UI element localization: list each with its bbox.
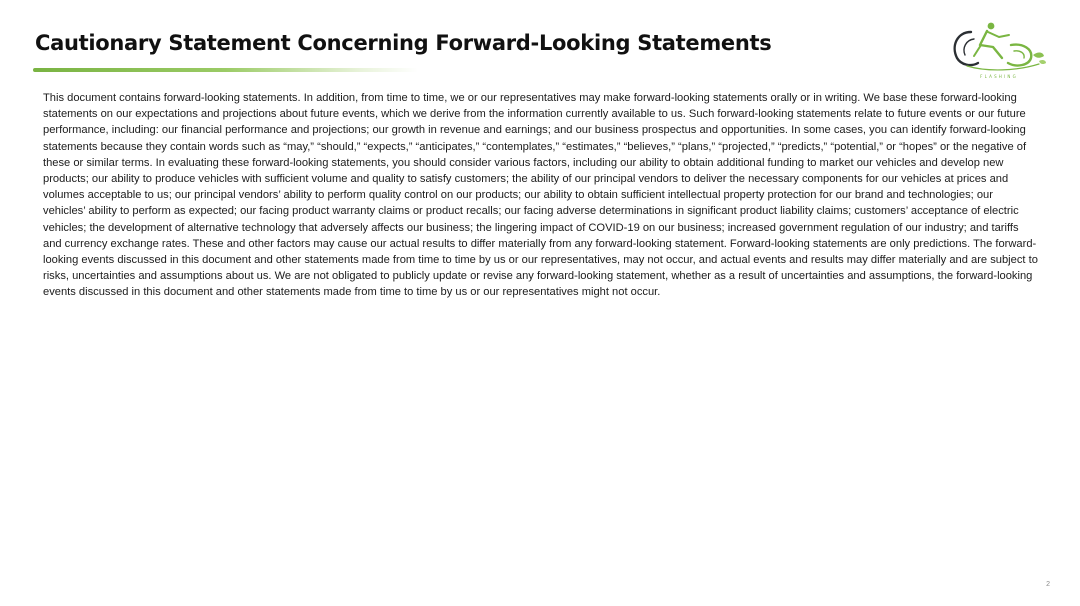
- logo-wordmark: FLASHING: [980, 74, 1018, 79]
- page-number: 2: [1046, 581, 1050, 588]
- bicycle-rider-logo-icon: [947, 18, 1052, 80]
- title-underline-divider: [33, 68, 418, 72]
- disclaimer-paragraph: This document contains forward-looking statements. In addition, from time to time, we or our representatives may make forward-looking statements orally or in writing. We base these forward-looking statements on our expectations and projections about future events, which we derive from the information currently available to us. Such forward-looking statements relate to future events or our future performance, including: our financial performance and projections; our growth in revenue and earnings; and our business prospectus and opportunities. In some cases, you can identify forward-looking statements because they contain words such as “may,” “should,” “expects,” “anticipates,” “contemplates,” “estimates,” “believes,” “plans,” “projected,” “predicts,” “potential,” or “hopes” or the negative of these or similar terms. In evaluating these forward-looking statements, you should consider various factors, including our ability to obtain additional funding to market our vehicles and develop new products; our ability to produce vehicles with sufficient volume and quality to satisfy customers; the ability of our principal vendors to deliver the necessary components for our vehicles at prices and volumes acceptable to us; our principal vendors’ ability to perform quality control on our products; our ability to obtain sufficient intellectual property protection for our brand and technologies; our vehicles’ ability to perform as expected; our facing product warranty claims or product recalls; our facing adverse determinations in significant product liability claims; customers’ acceptance of electric vehicles; the development of alternative technology that adversely affects our business; the lingering impact of COVID-19 on our business; increased government regulation of our industry; and tariffs and currency exchange rates. These and other factors may cause our actual results to differ materially from any forward-looking statement. Forward-looking statements are only predictions. The forward-looking events discussed in this document and other statements made from time to time by us or our representatives, may not occur, and actual events and results may differ materially and are subject to risks, uncertainties and assumptions about us. We are not obligated to publicly update or revise any forward-looking statement, whether as a result of uncertainties and assumptions, the forward-looking events discussed in this document and other statements made from time to time by us or our representatives might not occur.: [43, 92, 1038, 299]
- slide-title: Cautionary Statement Concerning Forward-Looking Statements: [35, 31, 772, 55]
- company-logo: [947, 18, 1052, 80]
